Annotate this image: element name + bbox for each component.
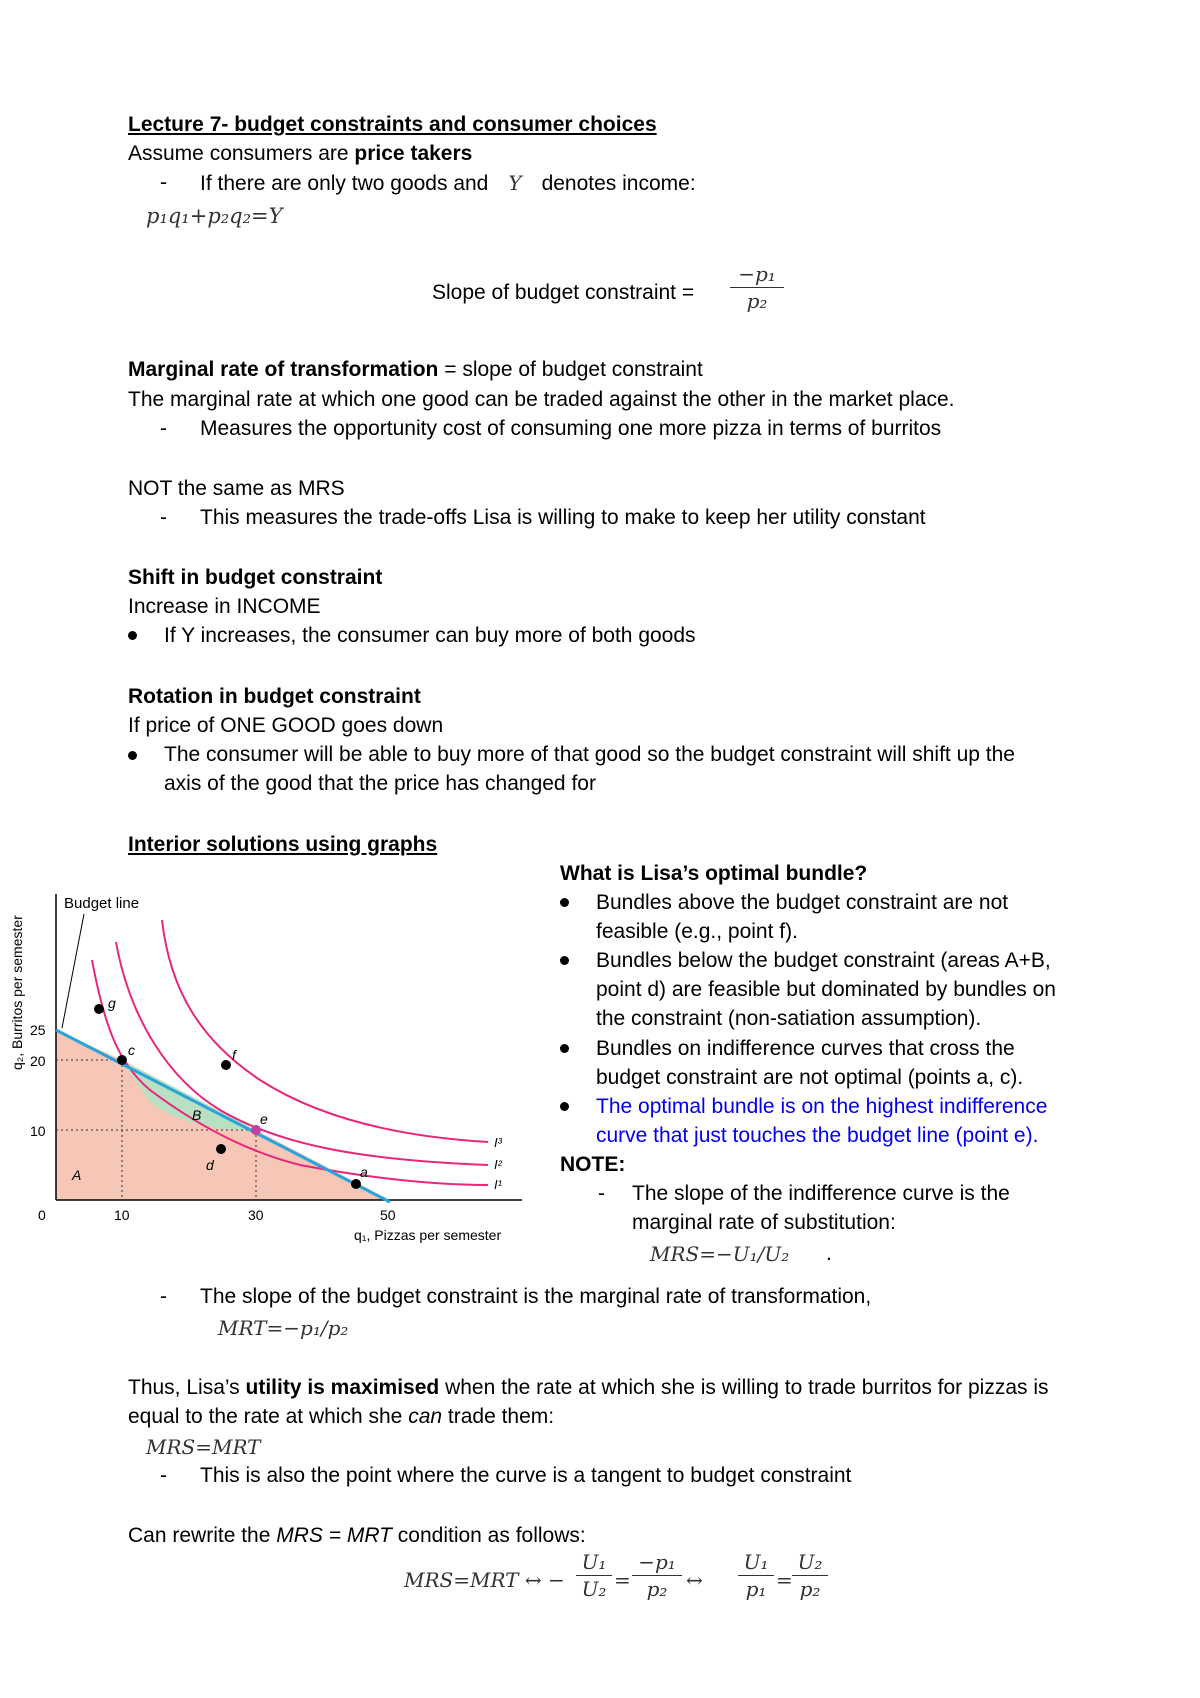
rotation-line: If price of ONE GOOD goes down [128, 714, 444, 737]
intro-bold: price takers [354, 142, 473, 165]
mrt-definition: The marginal rate at which one good can be traded against the other in the market place. [128, 388, 955, 411]
slope-label: Slope of budget constraint = [432, 281, 695, 304]
rewrite-eq-left: MRS=MRT ↔ − [404, 1568, 565, 1592]
label-i2: I² [494, 1157, 502, 1172]
conclusion-l2-post: trade them: [442, 1405, 555, 1428]
point-a [351, 1179, 361, 1189]
not-mrs-bullet: This measures the trade-offs Lisa is willing to make to keep her utility constant [200, 506, 926, 529]
conclusion-text-post: when the rate at which she is willing to trade burritos for pizzas is [439, 1376, 1049, 1399]
conclusion-l1 [128, 1374, 1049, 1402]
rewrite-text: Can rewrite the [128, 1524, 277, 1547]
fraction-u2-p2 [792, 1550, 828, 1602]
conclusion-l2-text: equal to the rate at which she [128, 1405, 409, 1428]
fraction-numerator: U₂ [792, 1550, 828, 1576]
y-axis-label: q₂, Burritos per semester [9, 915, 25, 1070]
optimal-b4-l2: curve that just touches the budget line (point e). [596, 1124, 1039, 1147]
bullet-dot [560, 898, 569, 907]
intro-text: Assume consumers are [128, 142, 355, 165]
fraction-denominator: U₂ [581, 1577, 607, 1601]
slope-numerator: −p₁ [730, 262, 784, 288]
label-f: f [232, 1047, 236, 1063]
label-a: a [360, 1164, 368, 1180]
optimal-b4-l1: The optimal bundle is on the highest indifference [596, 1095, 1048, 1118]
mrs-equation: MRS=−U₁/U₂ [650, 1242, 790, 1266]
iff-arrow: ↔ [686, 1568, 703, 1592]
optimal-b3-l2: budget constraint are not optimal (points a, c). [596, 1066, 1024, 1089]
conclusion-l2-italic: can [408, 1405, 443, 1428]
rewrite-line [128, 1522, 586, 1550]
note-b1-l2: marginal rate of substitution: [632, 1211, 896, 1234]
bullet-dash: - [598, 1182, 605, 1205]
optimal-b2-l3: the constraint (non-satiation assumption). [596, 1007, 982, 1030]
rotation-bullet-line2: axis of the good that the price has changed for [164, 772, 596, 795]
fraction-denominator: p₁ [745, 1577, 767, 1601]
optimal-heading: What is Lisa’s optimal bundle? [560, 862, 868, 885]
page-title: Lecture 7- budget constraints and consumer choices [128, 113, 657, 136]
fraction-numerator: U₁ [576, 1550, 612, 1576]
label-g: g [108, 995, 116, 1011]
note-b1-l1: The slope of the indifference curve is the [632, 1182, 1010, 1205]
rewrite-italic: MRS = MRT [276, 1524, 392, 1547]
x-axis-label: q₁, Pizzas per semester [354, 1227, 502, 1243]
budget-graph [0, 880, 540, 1260]
label-i3: I³ [494, 1135, 502, 1150]
shift-heading: Shift in budget constraint [128, 566, 383, 589]
slope-fraction [730, 262, 784, 314]
optimal-b1-l1: Bundles above the budget constraint are not [596, 891, 1009, 914]
bullet-dot [560, 1102, 569, 1111]
equals-sign-2: = [776, 1568, 793, 1592]
bullet-two-goods [200, 169, 696, 198]
label-e: e [260, 1111, 268, 1127]
mrt-heading-rest: = slope of budget constraint [438, 358, 703, 381]
note-label: NOTE: [560, 1153, 626, 1176]
fraction-u1-u2 [576, 1550, 612, 1602]
mrt-heading-bold: Marginal rate of transformation [128, 358, 439, 381]
rotation-bullet-line1: The consumer will be able to buy more of that good so the budget constraint will shift up the [164, 743, 1015, 766]
bullet-dash: - [160, 1285, 167, 1308]
point-c [117, 1055, 127, 1065]
conclusion-l2 [128, 1403, 554, 1431]
fraction-numerator: −p₁ [632, 1550, 682, 1576]
tangent-bullet: This is also the point where the curve is a tangent to budget constraint [200, 1464, 852, 1487]
optimal-b1-l2: feasible (e.g., point f). [596, 920, 798, 943]
not-mrs-line: NOT the same as MRS [128, 477, 345, 500]
budget-line-label: Budget line [64, 895, 140, 912]
bullet-dash: - [160, 171, 167, 194]
x-tick-0: 0 [38, 1207, 46, 1223]
label-i1: I¹ [494, 1177, 502, 1192]
point-d [216, 1144, 226, 1154]
mrt-bullet: Measures the opportunity cost of consuming one more pizza in terms of burritos [200, 417, 942, 440]
conclusion-text: Thus, Lisa’s [128, 1376, 246, 1399]
mrt-heading [128, 356, 703, 384]
bullet-dot [560, 956, 569, 965]
fraction-numerator: U₁ [738, 1550, 774, 1576]
rotation-heading: Rotation in budget constraint [128, 685, 421, 708]
point-f [221, 1060, 231, 1070]
point-g [94, 1004, 104, 1014]
mrt-equation: MRT=−p₁/p₂ [218, 1316, 349, 1340]
label-d: d [206, 1157, 214, 1173]
bullet-dash: - [160, 417, 167, 440]
label-b: B [192, 1107, 202, 1123]
mrs-mrt-equation: MRS=MRT [146, 1435, 261, 1459]
y-tick-25: 25 [30, 1022, 46, 1038]
x-tick-30: 30 [248, 1207, 264, 1223]
fraction-denominator: p₂ [799, 1577, 821, 1601]
y-tick-10: 10 [30, 1123, 46, 1139]
budget-label-pointer [62, 914, 84, 1028]
x-tick-50: 50 [380, 1207, 396, 1223]
mrs-period: . [826, 1242, 832, 1265]
bullet-dot [128, 751, 137, 760]
shift-line: Increase in INCOME [128, 595, 321, 618]
var-y: Y [508, 171, 522, 195]
optimal-b2-l1: Bundles below the budget constraint (areas A+B, [596, 949, 1051, 972]
optimal-b3-l1: Bundles on indifference curves that cross the [596, 1037, 1015, 1060]
bullet-dot [560, 1044, 569, 1053]
label-area-a: A [72, 1167, 82, 1183]
fraction-p1-p2 [632, 1550, 682, 1602]
x-tick-10: 10 [114, 1207, 130, 1223]
slope-denominator: p₂ [746, 289, 768, 313]
fraction-u1-p1 [738, 1550, 774, 1602]
shift-bullet: If Y increases, the consumer can buy more of both goods [164, 624, 696, 647]
budget-equation: p₁q₁+p₂q₂=Y [146, 204, 283, 228]
bullet-dash: - [160, 1464, 167, 1487]
intro-line [128, 140, 472, 168]
conclusion-bold: utility is maximised [245, 1376, 440, 1399]
bullet-dash: - [160, 506, 167, 529]
label-c: c [128, 1042, 135, 1058]
optimal-b2-l2: point d) are feasible but dominated by bundles on [596, 978, 1056, 1001]
bullet-text: If there are only two goods and [200, 172, 489, 195]
fraction-denominator: p₂ [646, 1577, 668, 1601]
bullet-text-post: denotes income: [541, 172, 696, 195]
rewrite-text-post: condition as follows: [391, 1524, 586, 1547]
mrt-def-bullet: The slope of the budget constraint is the marginal rate of transformation, [200, 1285, 872, 1308]
y-tick-20: 20 [30, 1053, 46, 1069]
bullet-dot [128, 631, 137, 640]
equals-sign: = [614, 1568, 631, 1592]
interior-heading: Interior solutions using graphs [128, 833, 438, 856]
